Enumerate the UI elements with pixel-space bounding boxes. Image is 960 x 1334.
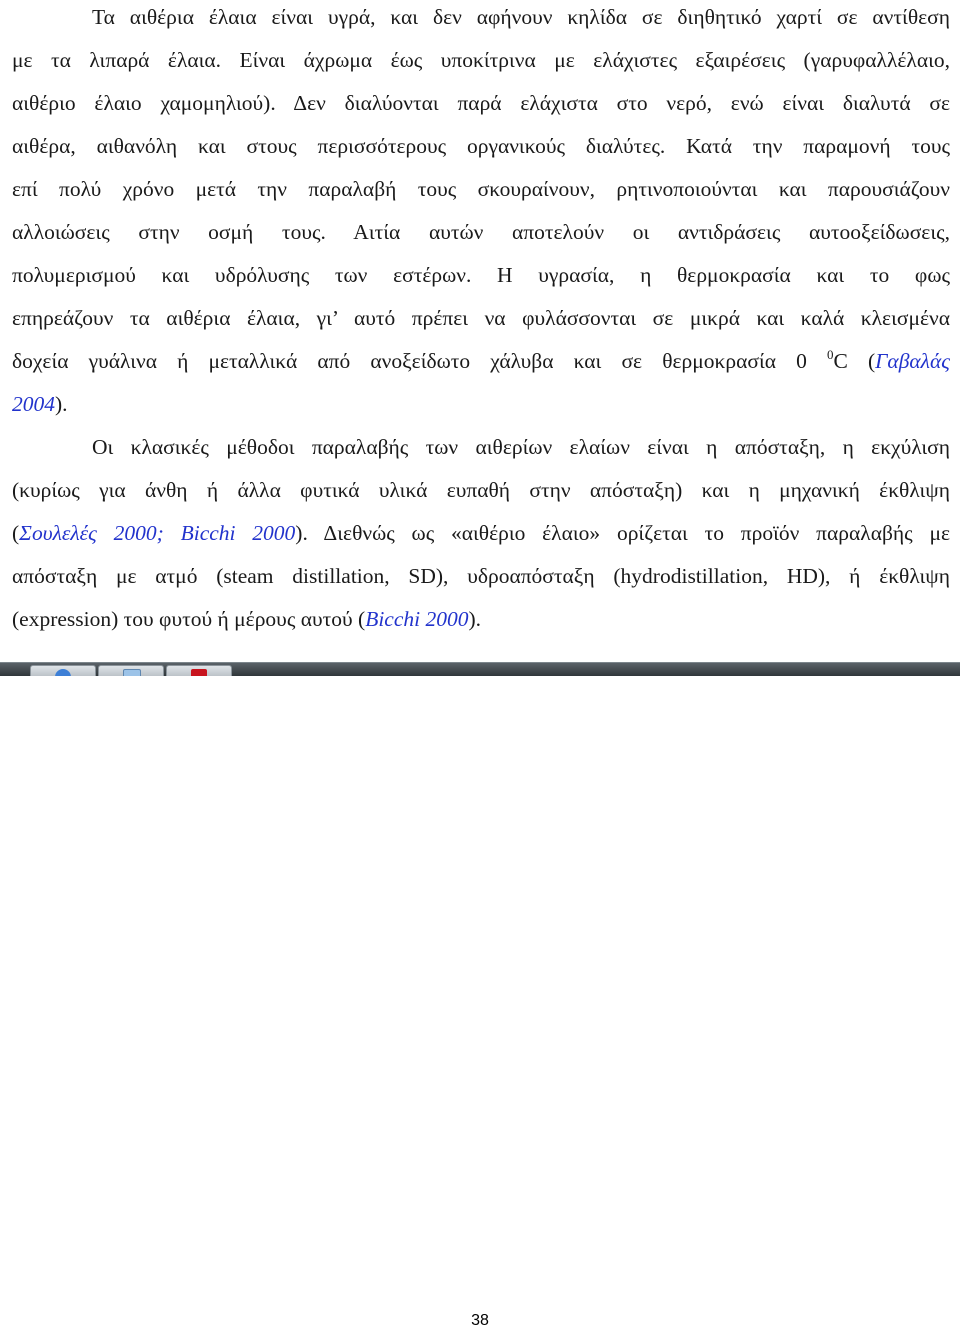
paragraph-2-line-4: απόσταξη με ατμό (steam distillation, SD), υδροαπόσταξη (hydrodistillation, HD), ή έκθλιψη <box>12 564 950 588</box>
line-9-unit: C ( <box>833 349 876 373</box>
paragraph-2-line-2: (κυρίως για άνθη ή άλλα φυτικά υλικά ευπαθή στην απόσταξη) και η μηχανική έκθλιψη <box>12 478 950 502</box>
paragraph-1-line-10 <box>12 389 950 419</box>
paragraph-1-line-7: πολυμερισμού και υδρόλυσης των εστέρων. Η υγρασία, η θερμοκρασία και το φως <box>12 263 950 287</box>
paragraph-2-line-3 <box>12 518 950 548</box>
line-3-rest: ). Διεθνώς ως «αιθέριο έλαιο» ορίζεται το προϊόν παραλαβής με <box>295 521 950 545</box>
explorer-window-icon <box>123 669 141 676</box>
internet-explorer-icon <box>55 669 71 676</box>
line-9-text: δοχεία γυάλινα ή μεταλλικά από ανοξείδωτο χάλυβα και σε θερμοκρασία 0 <box>12 349 807 373</box>
taskbar-button-browser[interactable] <box>30 665 96 676</box>
paragraph-1-line-3: αιθέριο έλαιο χαμομηλιού). Δεν διαλύονται παρά ελάχιστα στο νερό, ενώ είναι διαλυτά σε <box>12 91 950 115</box>
paragraph-2-line-1: Οι κλασικές μέθοδοι παραλαβής των αιθερίων ελαίων είναι η απόσταξη, η εκχύλιση <box>92 435 950 459</box>
citation-bicchi: Bicchi 2000 <box>365 607 469 631</box>
line-5-text: (expression) του φυτού ή μέρους αυτού ( <box>12 607 366 631</box>
citation-gavalas: Γαβαλάς <box>875 349 951 373</box>
paragraph-1-line-6: αλλοιώσεις στην οσμή τους. Αιτία αυτών αποτελούν οι αντιδράσεις αυτοοξείδωσεις, <box>12 220 950 244</box>
citation-year: 2004 <box>12 392 55 416</box>
paragraph-1-line-8: επηρεάζουν τα αιθέρια έλαια, γι’ αυτό πρέπει να φυλάσσονται σε μικρά και καλά κλεισμένα <box>12 306 950 330</box>
page-number: 38 <box>471 1312 489 1329</box>
degree-superscript: 0 <box>827 347 834 362</box>
taskbar-button-explorer[interactable] <box>98 665 164 676</box>
pdf-reader-icon <box>191 669 207 676</box>
taskbar <box>0 662 960 676</box>
line-10-end: ). <box>55 392 68 416</box>
paragraph-1-line-9 <box>12 346 950 376</box>
line-3-open: ( <box>12 521 20 545</box>
paragraph-1-line-2: με τα λιπαρά έλαια. Είναι άχρωμα έως υποκίτρινα με ελάχιστες εξαιρέσεις (γαρυφαλλέλαιο, <box>12 48 950 72</box>
citation-souleles-bicchi: Σουλελές 2000; Bicchi 2000 <box>19 521 296 545</box>
paragraph-1-line-5: επί πολύ χρόνο μετά την παραλαβή τους σκουραίνουν, ρητινοποιούνται και παρουσιάζουν <box>12 177 950 201</box>
line-5-end: ). <box>468 607 482 631</box>
paragraph-2-line-5 <box>12 604 950 634</box>
paragraph-1-line-4: αιθέρα, αιθανόλη και στους περισσότερους οργανικούς διαλύτες. Κατά την παραμονή τους <box>12 134 950 158</box>
paragraph-1-line-1: Τα αιθέρια έλαια είναι υγρά, και δεν αφήνουν κηλίδα σε διηθητικό χαρτί σε αντίθεση <box>92 5 950 29</box>
taskbar-button-pdf[interactable] <box>166 665 232 676</box>
